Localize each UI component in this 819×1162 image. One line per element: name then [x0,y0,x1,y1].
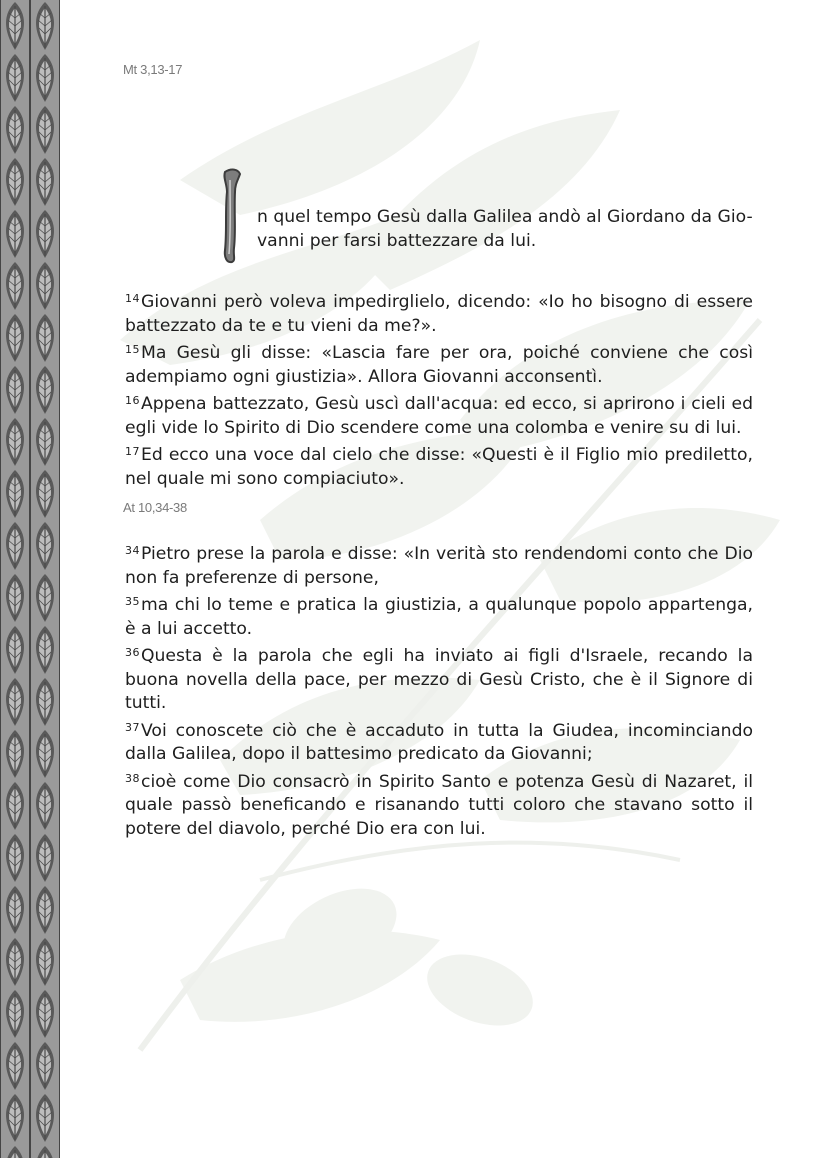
verse-number: 36 [125,646,140,659]
verse-number: 15 [125,343,140,356]
decorative-border [0,0,60,1158]
verse-text: Ma Gesù gli disse: «Lascia fare per ora, poiché conviene che così adempiamo ogni giustizia». Allora Giovanni acconsentì. [125,343,753,387]
verse [125,389,753,440]
verse [125,539,753,590]
verse [125,338,753,389]
verse-number: 37 [125,720,140,734]
verse-number: 38 [125,771,140,785]
verse-text: Ed ecco una voce dal cielo che disse: «Questi è il Figlio mio prediletto, nel quale mi sono compiaciuto». [125,445,753,489]
acts-reference: At 10,34-38 [123,500,187,515]
gospel-reference: Mt 3,13-17 [123,62,183,77]
intro-line: n quel tempo Gesù dalla Galilea andò al Giordano da Gio- [257,207,753,227]
verse-text: cioè come Dio consacrò in Spirito Santo e potenza Gesù di Nazaret, il quale passò beneficando e risanando tutti coloro che stavano sotto il potere del diavolo, perché Dio era con lui. [125,771,753,839]
verse-number: 16 [125,394,140,407]
verse-number: 34 [125,544,140,557]
verse [125,767,753,842]
verse-text: ma chi lo teme e pratica la giustizia, a qualunque popolo appartenga, è a lui accetto. [125,595,753,639]
verse-text: Pietro prese la parola e disse: «In verità sto rendendomi conto che Dio non fa preferenze di persone, [125,544,753,588]
verse-number: 17 [125,445,140,458]
verse-number: 14 [125,292,140,305]
dropcap-letter [218,166,248,270]
verse [125,440,753,491]
verse [125,287,753,338]
verse-text: Appena battezzato, Gesù uscì dall'acqua: ed ecco, si aprirono i cieli ed egli vide lo Spirito di Dio scendere come una colomba e venire su di lui. [125,394,753,438]
gospel-passage [125,287,753,491]
intro-text [257,205,753,253]
verse-text: Questa è la parola che egli ha inviato ai figli d'Israele, recando la buona novella della pace, per mezzo di Gesù Cristo, che è il Signore di tutti. [125,646,753,713]
acts-passage [125,539,753,841]
verse [125,641,753,716]
verse-number: 35 [125,595,140,608]
leaf-pattern-icon [0,0,60,1158]
intro-line: vanni per farsi battezzare da lui. [257,231,537,251]
dropcap-i-icon [218,166,248,266]
verse-text: Giovanni però voleva impedirglielo, dicendo: «Io ho bisogno di essere battezzato da te e tu vieni da me?». [125,292,753,336]
verse [125,716,753,767]
verse [125,590,753,641]
verse-text: Voi conoscete ciò che è accaduto in tutta la Giudea, incominciando dalla Galilea, dopo il battesimo predicato da Giovanni; [125,720,753,764]
